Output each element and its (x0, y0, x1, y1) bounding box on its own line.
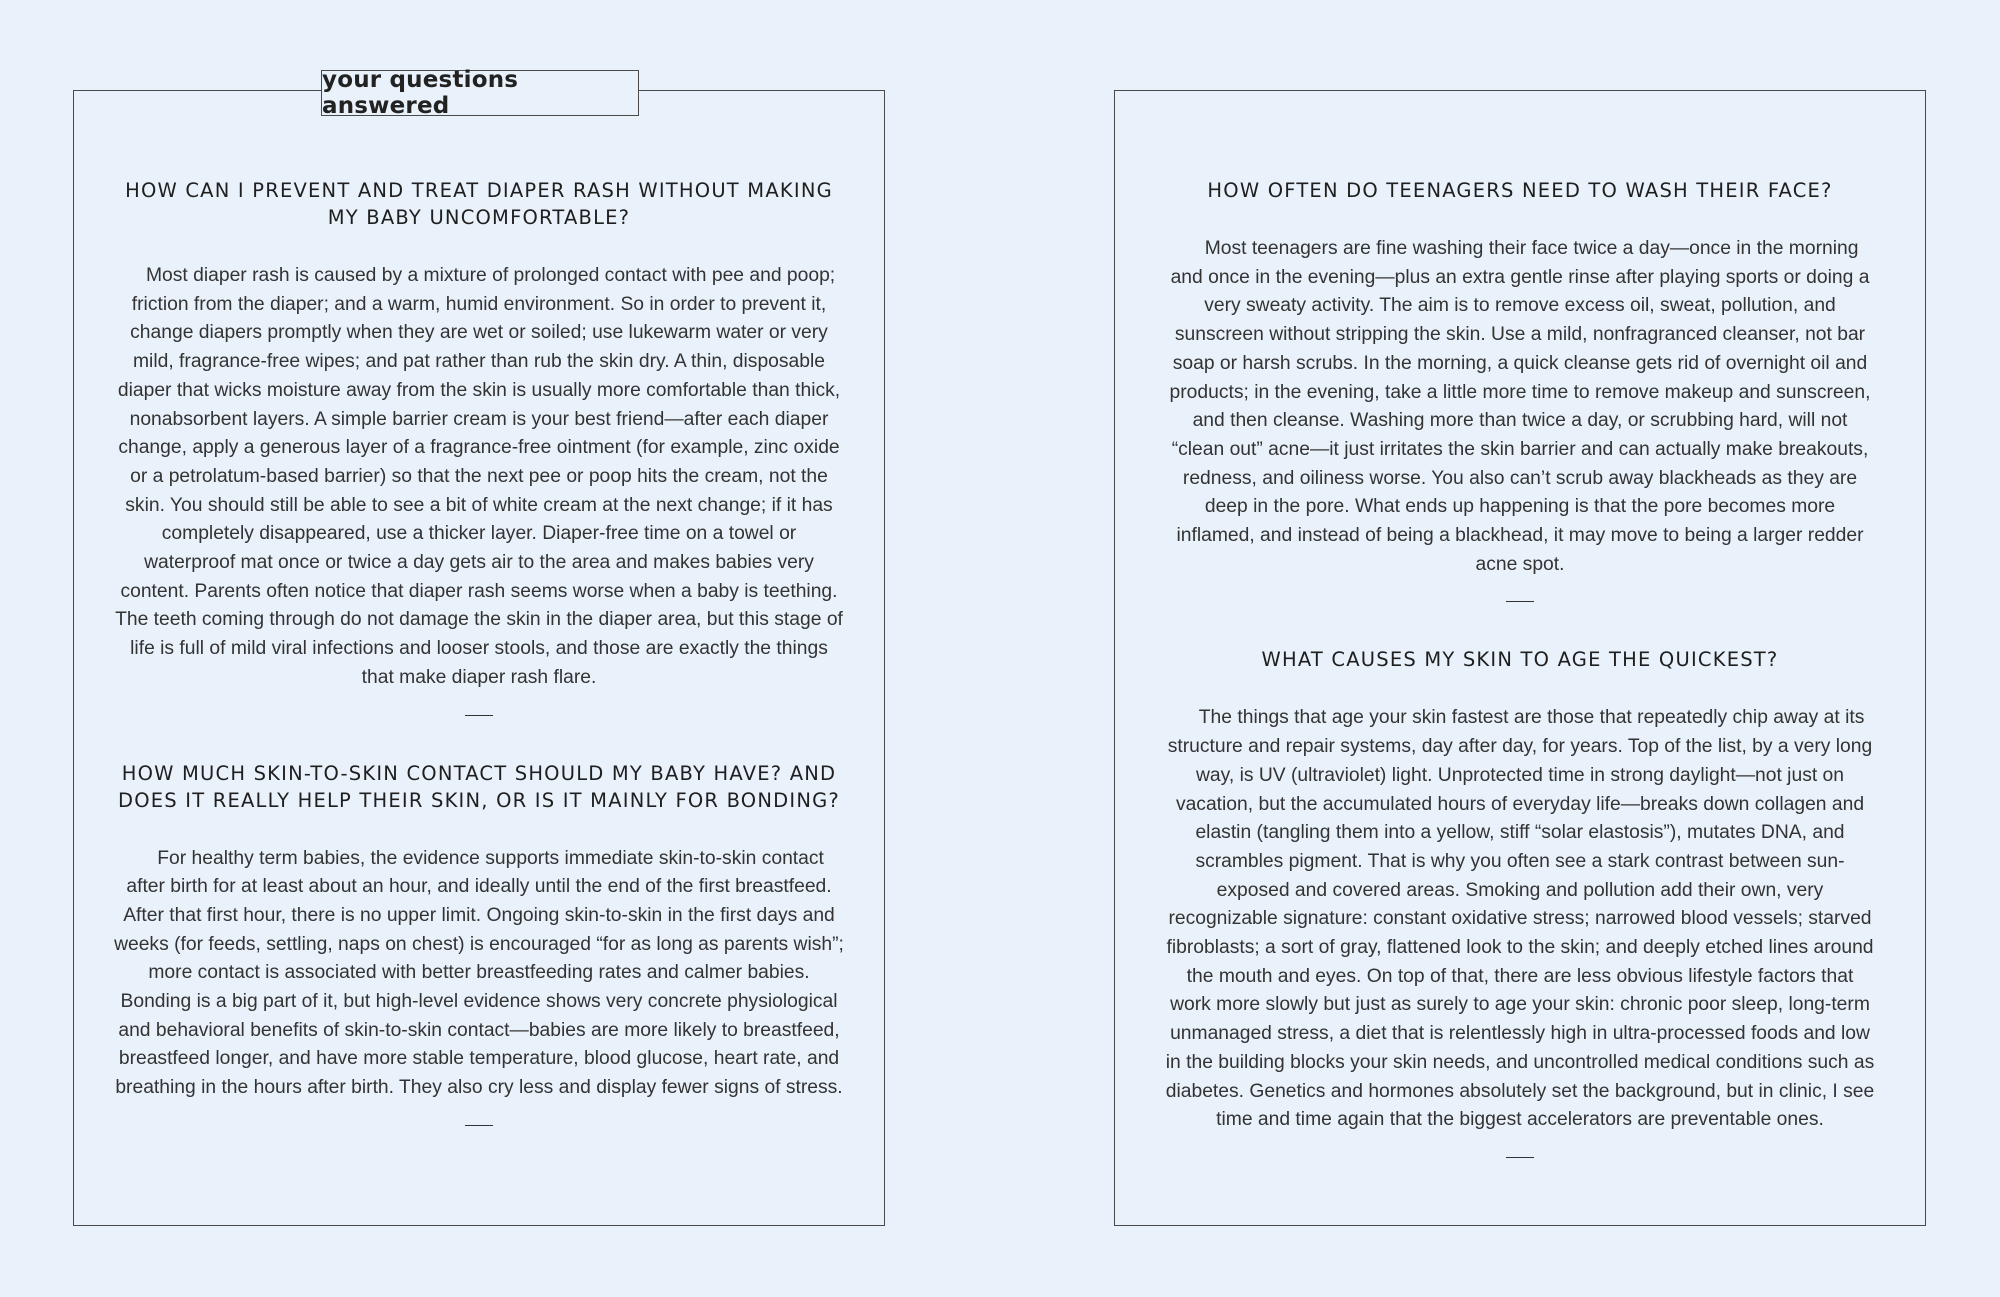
qa-item (114, 177, 844, 716)
right-page-panel (1114, 90, 1926, 1226)
right-qa-column (1165, 177, 1875, 1202)
question-heading: HOW CAN I PREVENT AND TREAT DIAPER RASH WITHOUT MAKING MY BABY UNCOMFORTABLE? (125, 179, 833, 229)
left-qa-column (114, 177, 844, 1170)
left-page-panel (73, 90, 885, 1226)
answer-text: Most teenagers are fine washing their face twice a day—once in the morning and once in the evening—plus an extra gentle rinse after playing sports or doing a very sweaty activity. The aim is to remove excess oil, sweat, pollution, and sunscreen without stripping the skin. Use a mild, nonfragranced cleanser, not bar soap or harsh scrubs. In the morning, a quick cleanse gets rid of overnight oil and products; in the evening, take a little more time to remove makeup and sunscreen, and then cleanse. Washing more than twice a day, or scrubbing hard, will not “clean out” acne—it just irritates the skin barrier and can actually make breakouts, redness, and oiliness worse. You also can’t scrub away blackheads as they are deep in the pore. What ends up happening is that the pore becomes more inflamed, and instead of being a blackhead, it may move to being a larger redder acne spot. (1169, 238, 1871, 575)
section-header-tag: your questions answered (321, 70, 639, 116)
question-heading: WHAT CAUSES MY SKIN TO AGE THE QUICKEST? (1261, 648, 1779, 672)
qa-item (1165, 177, 1875, 602)
answer-text: For healthy term babies, the evidence supports immediate skin-to-skin contact after birth for at least about an hour, and ideally until the end of the first breastfeed. After that first hour, there is no upper limit. Ongoing skin-to-skin in the first days and weeks (for feeds, settling, naps on chest) is encouraged “for as long as parents wish”; more contact is associated with better breastfeeding rates and calmer babies. Bonding is a big part of it, but high-level evidence shows very concrete physiological and behavioral benefits of skin-to-skin contact—babies are more likely to breastfeed, breastfeed longer, and have more stable temperature, blood glucose, heart rate, and breathing in the hours after birth. They also cry less and display fewer signs of stress. (114, 847, 844, 1099)
question-heading: HOW MUCH SKIN-TO-SKIN CONTACT SHOULD MY BABY HAVE? AND DOES IT REALLY HELP THEIR SKIN, OR IS IT MAINLY FOR BONDING? (118, 761, 840, 812)
section-divider (465, 715, 493, 716)
section-divider (1506, 1157, 1534, 1158)
answer-text: The things that age your skin fastest are those that repeatedly chip away at its structure and repair systems, day after day, for years. Top of the list, by a very long way, is UV (ultraviolet) light. Unprotected time in strong daylight—not just on vacation, but the accumulated hours of everyday life—breaks down collagen and elastin (tangling them into a yellow, stiff “solar elastosis”), mutates DNA, and scrambles pigment. That is why you often see a stark contrast between sun-exposed and covered areas. Smoking and pollution add their own, very recognizable signature: constant oxidative stress; narrowed blood vessels; starved fibroblasts; a sort of gray, flattened look to the skin; and deeply etched lines around the mouth and eyes. On top of that, there are less obvious lifestyle factors that work more slowly but just as surely to age your skin: chronic poor sleep, long-term unmanaged stress, a diet that is relentlessly high in ultra-processed foods and low in the building blocks your skin needs, and uncontrolled medical conditions such as diabetes. Genetics and hormones absolutely set the background, but in clinic, I see time and time again that the biggest accelerators are preventable ones. (1165, 707, 1875, 1131)
qa-item (1165, 646, 1875, 1158)
section-divider (1506, 601, 1534, 602)
answer-text: Most diaper rash is caused by a mixture of prolonged contact with pee and poop; friction from the diaper; and a warm, humid environment. So in order to prevent it, change diapers promptly when they are wet or soiled; use lukewarm water or very mild, fragrance-free wipes; and pat rather than rub the skin dry. A thin, disposable diaper that wicks moisture away from the skin is usually more comfortable than thick, nonabsorbent layers. A simple barrier cream is your best friend—after each diaper change, apply a generous layer of a fragrance-free ointment (for example, zinc oxide or a petrolatum-based barrier) so that the next pee or poop hits the cream, not the skin. You should still be able to see a bit of white cream at the next change; if it has completely disappeared, use a thicker layer. Diaper-free time on a towel or waterproof mat once or twice a day gets air to the area and makes babies very content. Parents often notice that diaper rash seems worse when a baby is teething. The teeth coming through do not damage the skin in the diaper area, but this stage of life is full of mild viral infections and looser stools, and those are exactly the things that make diaper rash flare. (115, 265, 843, 688)
qa-item (114, 760, 844, 1126)
section-divider (465, 1125, 493, 1126)
question-heading: HOW OFTEN DO TEENAGERS NEED TO WASH THEIR FACE? (1207, 179, 1833, 202)
